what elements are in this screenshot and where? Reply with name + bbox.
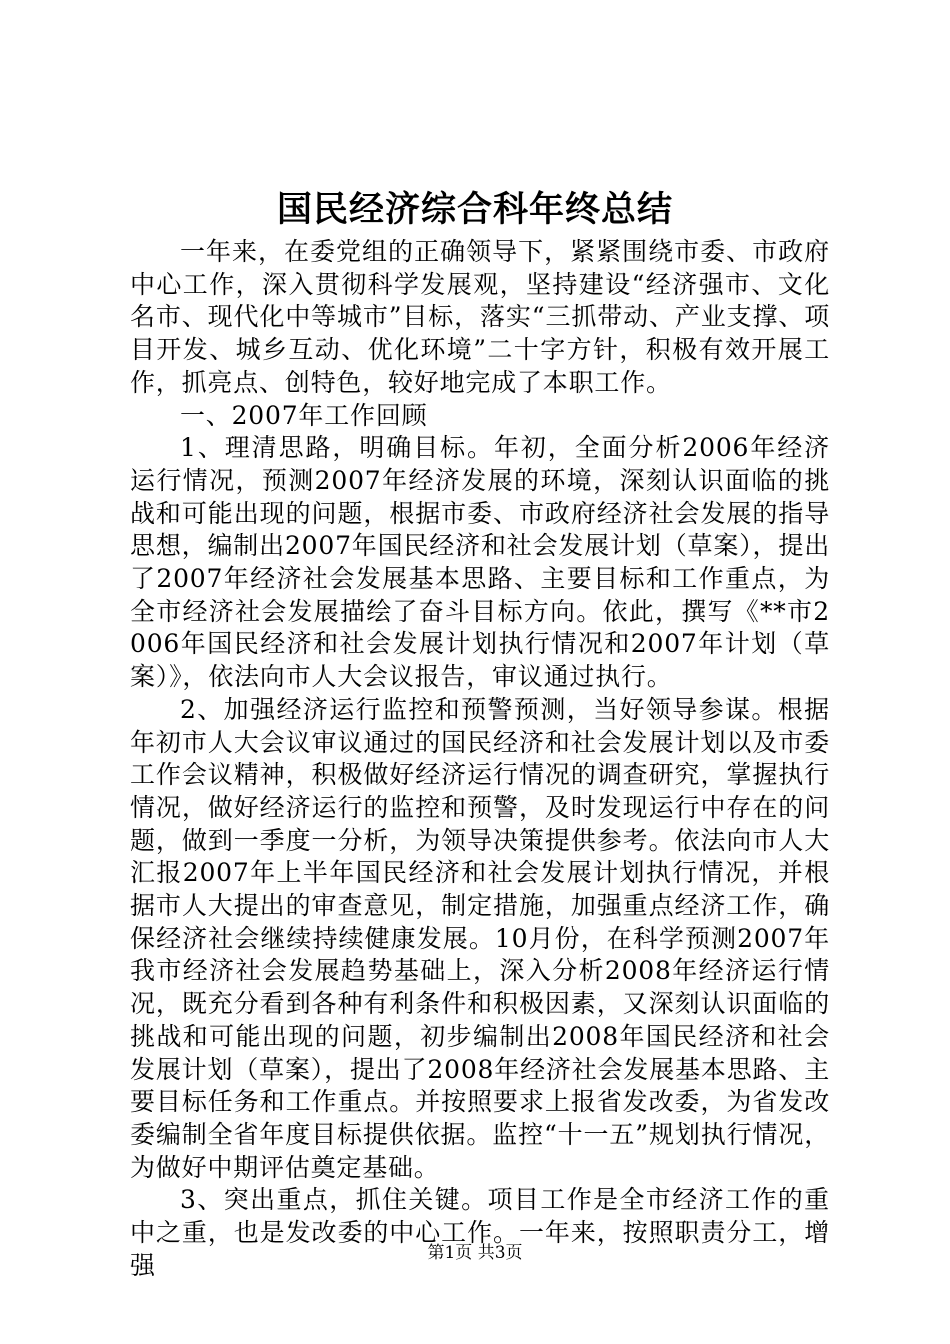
paragraph-item-3: 3、突出重点，抓住关键。项目工作是全市经济工作的重中之重，也是发改委的中心工作。一年来，按照职责分工，增强	[130, 1185, 830, 1280]
document-title: 国民经济综合科年终总结	[276, 189, 673, 230]
paragraph-item-1: 1、理清思路，明确目标。年初，全面分析2006年经济运行情况，预测2007年经济发展的环境，深刻认识面临的挑战和可能出现的问题，根据市委、市政府经济社会发展的指导思想，编制出2007年国民经济和社会发展计划（草案），提出了2007年经济社会发展基本思路、主要目标和工作重点，为全市经济社会发展描绘了奋斗目标方向。依此，撰写《**市2006年国民经济和社会发展计划执行情况和2007年计划（草案）》，依法向市人大会议报告，审议通过执行。	[130, 433, 830, 692]
document-body	[130, 236, 830, 1283]
page-footer: 第1页 共3页	[427, 1243, 523, 1263]
section-heading-review: 一、2007年工作回顾	[180, 400, 428, 430]
paragraph-item-2: 2、加强经济运行监控和预警预测，当好领导参谋。根据年初市人大会议审议通过的国民经济和社会发展计划以及市委工作会议精神，积极做好经济运行情况的调查研究，掌握执行情况，做好经济运行的监控和预警，及时发现运行中存在的问题，做到一季度一分析，为领导决策提供参考。依法向市人大汇报2007年上半年国民经济和社会发展计划执行情况，并根据市人大提出的审查意见，制定措施，加强重点经济工作，确保经济社会继续持续健康发展。10月份，在科学预测2007年我市经济社会发展趋势基础上，深入分析2008年经济运行情况，既充分看到各种有利条件和积极因素，又深刻认识面临的挑战和可能出现的问题，初步编制出2008年国民经济和社会发展计划（草案），提出了2008年经济社会发展基本思路、主要目标任务和工作重点。并按照要求上报省发改委，为省发改委编制全省年度目标提供依据。监控“十一五”规划执行情况，为做好中期评估奠定基础。	[130, 694, 830, 1182]
paragraph-intro: 一年来，在委党组的正确领导下，紧紧围绕市委、市政府中心工作，深入贯彻科学发展观，坚持建设“经济强市、文化名市、现代化中等城市”目标，落实“三抓带动、产业支撑、项目开发、城乡互动、优化环境”二十字方针，积极有效开展工作，抓亮点、创特色，较好地完成了本职工作。	[130, 237, 830, 397]
